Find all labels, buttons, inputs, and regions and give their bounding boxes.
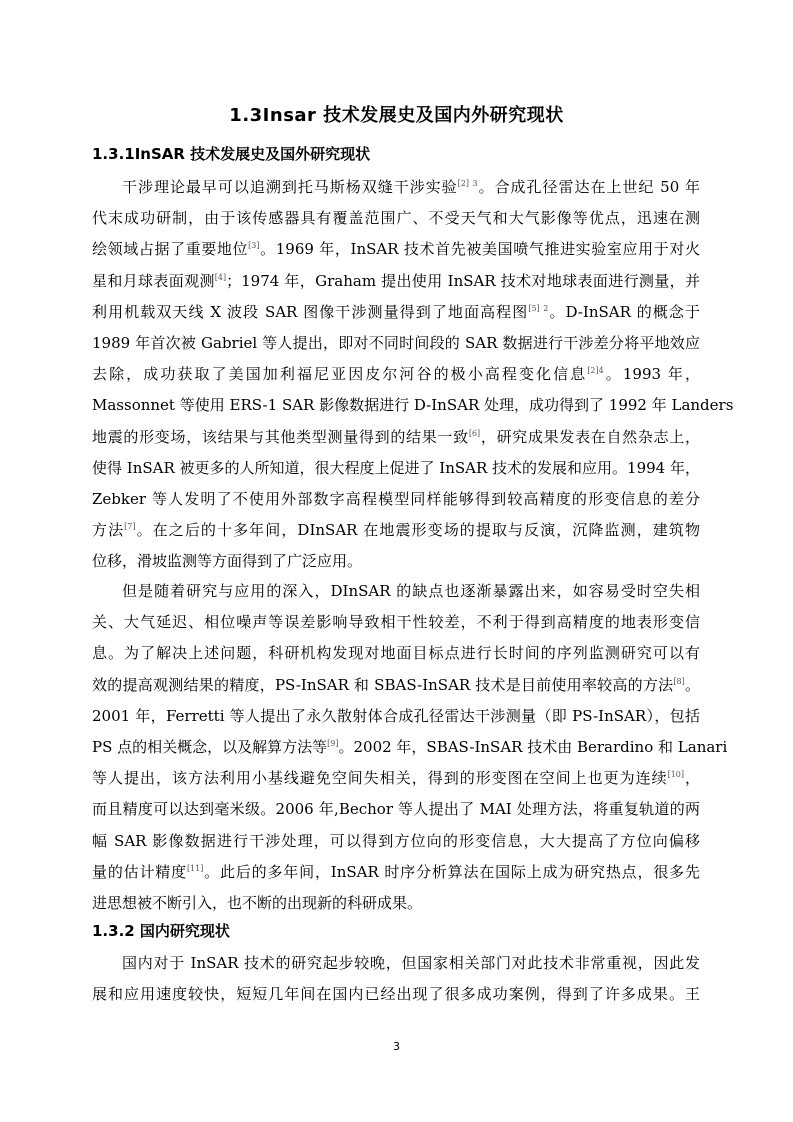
text-run: 地震的形变场，该结果与其他类型测量得到的结果一致 bbox=[92, 427, 469, 446]
citation-ref: [6] bbox=[468, 428, 481, 438]
text-run: 。在之后的十多年间，DInSAR 在地震形变场的提取与反演，沉降监测，建筑物 bbox=[135, 521, 700, 540]
text-run: 而且精度可以达到毫米级。2006 年,Bechor 等人提出了 MAI 处理方法，将重复轨道的两 bbox=[92, 800, 700, 819]
paragraph-line bbox=[92, 576, 700, 607]
citation-ref: [5] 2 bbox=[528, 303, 549, 313]
paragraph-line bbox=[92, 172, 700, 203]
text-run: 进思想被不断引入，也不断的出现新的科研成果。 bbox=[92, 893, 423, 912]
paragraph-line bbox=[92, 607, 700, 638]
paragraph-line bbox=[92, 390, 734, 421]
text-run: 。此后的多年间，InSAR 时序分析算法在国际上成为研究热点，很多先 bbox=[203, 862, 700, 881]
paragraph-domestic bbox=[92, 948, 700, 1010]
text-run: 。2002 年，SBAS-InSAR 技术由 Berardino 和 Lanari bbox=[338, 737, 728, 756]
text-run: ；1974 年，Graham 提出使用 InSAR 技术对地球表面进行测量，并 bbox=[226, 271, 700, 290]
text-run: 。合成孔径雷达在上世纪 50 年 bbox=[477, 178, 700, 196]
citation-ref: [4] bbox=[214, 272, 227, 282]
text-run: 位移，滑坡监测等方面得到了广泛应用。 bbox=[92, 552, 363, 571]
paragraph-line bbox=[92, 453, 700, 484]
text-run: 量的估计精度 bbox=[92, 862, 187, 881]
text-run: 关、大气延迟、相位噪声等误差影响导致相干性较差，不利于得到高精度的地表形变信 bbox=[92, 613, 700, 632]
text-run: 去除，成功获取了美国加利福尼亚因皮尔河谷的极小高程变化信息 bbox=[92, 365, 588, 384]
paragraph-line bbox=[92, 794, 700, 825]
paragraph-line bbox=[92, 546, 700, 577]
paragraph-line bbox=[92, 328, 700, 359]
paragraph-line bbox=[92, 297, 700, 328]
paragraph-line bbox=[92, 701, 700, 732]
text-run: 干涉理论最早可以追溯到托马斯杨双缝干涉实验 bbox=[122, 178, 458, 196]
paragraph-line bbox=[92, 857, 700, 888]
text-run: 但是随着研究与应用的深入，DInSAR 的缺点也逐渐暴露出来，如容易受时空失相 bbox=[122, 582, 700, 600]
citation-ref: [9] bbox=[327, 738, 339, 748]
paragraph-line bbox=[92, 888, 700, 919]
citation-ref: [2]4 bbox=[587, 366, 604, 376]
paragraph-history bbox=[92, 172, 734, 577]
text-run: ，研究成果发表在自然杂志上， bbox=[480, 427, 700, 446]
paragraph-line bbox=[92, 670, 700, 701]
paragraph-line bbox=[92, 732, 728, 763]
text-run: 等人提出，该方法利用小基线避免空间失相关，得到的形变图在空间上也更为连续 bbox=[92, 769, 668, 788]
page-number: 3 bbox=[393, 1040, 400, 1053]
text-run: 。 bbox=[684, 675, 700, 694]
section-title: 1.3Insar 技术发展史及国内外研究现状 bbox=[229, 105, 564, 126]
text-run: 效的提高观测结果的精度，PS-InSAR 和 SBAS-InSAR 技术是目前使用率较高的方法 bbox=[92, 675, 674, 694]
text-run: 星和月球表面观测 bbox=[92, 271, 215, 290]
citation-ref: [11] bbox=[186, 863, 204, 873]
text-run: 利用机载双天线 X 波段 SAR 图像干涉测量得到了地面高程图 bbox=[92, 302, 529, 321]
text-run: 国内对于 InSAR 技术的研究起步较晚，但国家相关部门对此技术非常重视，因此发 bbox=[122, 954, 700, 972]
paragraph-line bbox=[92, 266, 700, 297]
citation-ref: [3] bbox=[248, 241, 260, 251]
text-run: 绘领域占据了重要地位 bbox=[92, 240, 249, 259]
paragraph-line bbox=[92, 979, 700, 1010]
paragraph-line bbox=[92, 422, 700, 453]
text-run: 息。为了解决上述问题，科研机构发现对地面目标点进行长时间的序列监测研究可以有 bbox=[92, 644, 700, 663]
text-run: 幅 SAR 影像数据进行干涉处理，可以得到方位向的形变信息，大大提高了方位向偏移 bbox=[92, 831, 700, 850]
text-run: ， bbox=[684, 769, 700, 788]
text-run: 方法 bbox=[92, 521, 125, 540]
paragraph-limitations bbox=[92, 576, 728, 919]
paragraph-line bbox=[92, 484, 700, 515]
paragraph-line bbox=[92, 515, 700, 546]
text-run: 展和应用速度较快，短短几年间在国内已经出现了很多成功案例，得到了许多成果。王 bbox=[92, 985, 700, 1004]
text-run: 代末成功研制，由于该传感器具有覆盖范围广、不受天气和大气影像等优点，迅速在测 bbox=[92, 209, 700, 228]
text-run: 。1993 年， bbox=[603, 365, 700, 384]
text-run: 使得 InSAR 被更多的人所知道，很大程度上促进了 InSAR 技术的发展和应用。1994 年， bbox=[92, 458, 700, 477]
subsection-heading-2: 1.3.2 国内研究现状 bbox=[92, 922, 230, 940]
text-run: 。1969 年，InSAR 技术首先被美国喷气推进实验室应用于对火 bbox=[259, 240, 700, 259]
text-run: Massonnet 等使用 ERS-1 SAR 影像数据进行 D-InSAR 处理，成功得到了 1992 年 Landers bbox=[92, 396, 734, 415]
subsection-heading-1: 1.3.1InSAR 技术发展史及国外研究现状 bbox=[92, 145, 371, 163]
paragraph-line bbox=[92, 826, 700, 857]
paragraph-line bbox=[92, 234, 700, 265]
text-run: PS 点的相关概念，以及解算方法等 bbox=[92, 737, 328, 756]
paragraph-line bbox=[92, 638, 700, 669]
citation-ref: [2] 3 bbox=[457, 179, 478, 188]
citation-ref: [7] bbox=[124, 522, 136, 532]
citation-ref: [10] bbox=[667, 770, 684, 780]
paragraph-line bbox=[92, 203, 700, 234]
citation-ref: [8] bbox=[673, 676, 685, 686]
paragraph-line bbox=[92, 948, 700, 979]
text-run: 1989 年首次被 Gabriel 等人提出，即对不同时间段的 SAR 数据进行干涉差分将平地效应 bbox=[92, 333, 700, 352]
text-run: 。D-InSAR 的概念于 bbox=[548, 302, 700, 321]
text-run: Zebker 等人发明了不使用外部数字高程模型同样能够得到较高精度的形变信息的差分 bbox=[92, 489, 700, 508]
text-run: 2001 年，Ferretti 等人提出了永久散射体合成孔径雷达干涉测量（即 PS-InSAR），包括 bbox=[92, 706, 700, 725]
paragraph-line bbox=[92, 763, 700, 794]
paragraph-line bbox=[92, 359, 700, 390]
